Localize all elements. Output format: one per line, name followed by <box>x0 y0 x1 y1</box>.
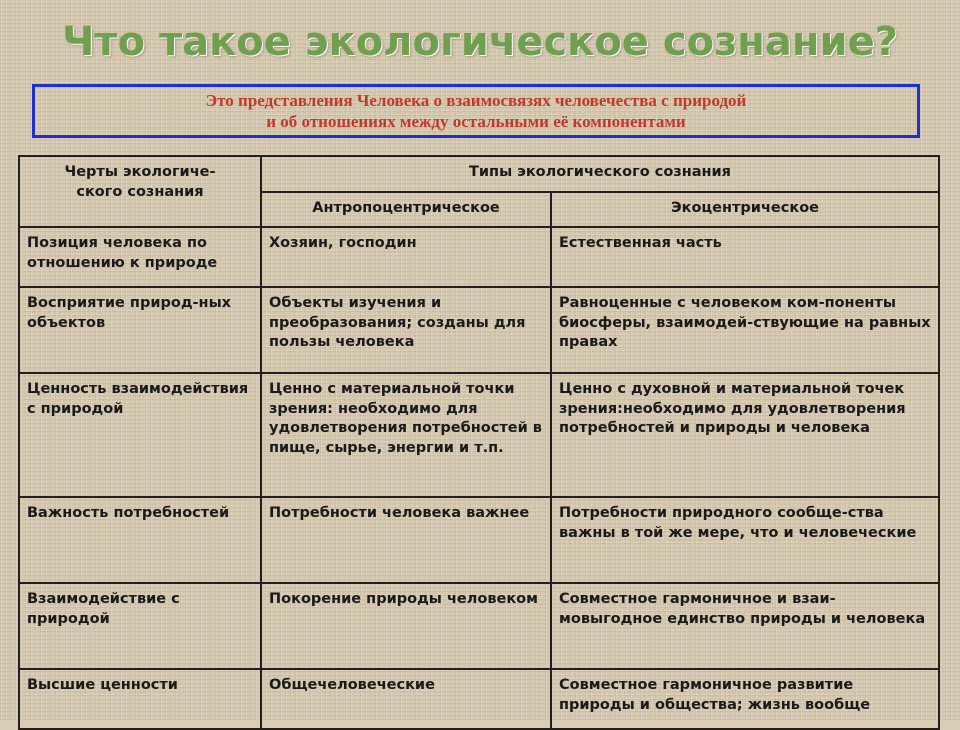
header-type-ecocentric: Экоцентрическое <box>551 192 939 228</box>
header-feature-line-2: ского сознания <box>76 183 204 200</box>
table-row <box>19 583 939 669</box>
table-header-row-1 <box>19 156 939 192</box>
table-row <box>19 287 939 373</box>
cell-anthropocentric: Общечеловеческие <box>261 669 551 729</box>
table-row <box>19 497 939 583</box>
cell-feature: Важность потребностей <box>19 497 261 583</box>
definition-line-1: Это представления Человека о взаимосвязях человечества с природой <box>205 91 747 110</box>
cell-anthropocentric: Покорение природы человеком <box>261 583 551 669</box>
cell-anthropocentric: Потребности человека важнее <box>261 497 551 583</box>
header-feature-column <box>19 156 261 227</box>
cell-ecocentric: Потребности природного сообще-ства важны в той же мере, что и человеческие <box>551 497 939 583</box>
definition-box <box>32 84 920 138</box>
header-type-anthropocentric: Антропоцентрическое <box>261 192 551 228</box>
cell-feature: Ценность взаимодействия с природой <box>19 373 261 497</box>
cell-ecocentric: Совместное гармоничное развитие природы и общества; жизнь вообще <box>551 669 939 729</box>
header-feature-line-1: Черты экологиче- <box>64 164 216 180</box>
cell-anthropocentric: Ценно с материальной точки зрения: необходимо для удовлетворения потребностей в пище, сырье, энергии и т.п. <box>261 373 551 497</box>
cell-feature: Позиция человека по отношению к природе <box>19 227 261 287</box>
cell-ecocentric: Равноценные с человеком ком-поненты биосферы, взаимодей-ствующие на равных правах <box>551 287 939 373</box>
table-row <box>19 373 939 497</box>
table-row <box>19 669 939 729</box>
cell-feature: Высшие ценности <box>19 669 261 729</box>
cell-ecocentric: Совместное гармоничное и взаи-мовыгодное единство природы и человека <box>551 583 939 669</box>
table-row <box>19 227 939 287</box>
eco-consciousness-table <box>18 155 940 730</box>
cell-anthropocentric: Хозяин, господин <box>261 227 551 287</box>
cell-ecocentric: Ценно с духовной и материальной точек зрения:необходимо для удовлетворения потребностей и природы и человека <box>551 373 939 497</box>
definition-line-2: и об отношениях между остальными её компонентами <box>266 112 686 131</box>
cell-anthropocentric: Объекты изучения и преобразования; созданы для пользы человека <box>261 287 551 373</box>
cell-feature: Восприятие природ-ных объектов <box>19 287 261 373</box>
page-title: Что такое экологическое сознание? <box>62 19 898 65</box>
cell-ecocentric: Естественная часть <box>551 227 939 287</box>
cell-feature: Взаимодействие с природой <box>19 583 261 669</box>
header-types: Типы экологического сознания <box>261 156 939 192</box>
